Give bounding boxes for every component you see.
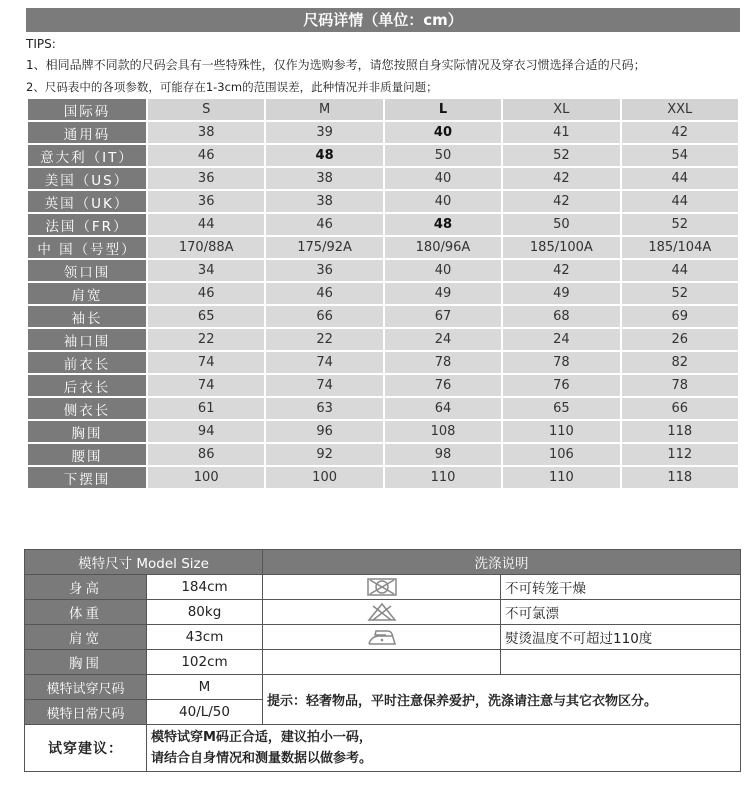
size-header-s: S: [147, 98, 265, 121]
size-cell: 46: [147, 144, 265, 167]
size-cell: 61: [147, 397, 265, 420]
row-label: 领口围: [27, 259, 147, 282]
size-row: [27, 466, 739, 489]
size-cell: 94: [147, 420, 265, 443]
size-row: [27, 374, 739, 397]
size-cell: 100: [147, 466, 265, 489]
size-header-l: L: [384, 98, 502, 121]
model-row: [25, 625, 741, 650]
advice-text: [147, 725, 741, 772]
size-cell: 82: [621, 351, 739, 374]
size-cell: 24: [384, 328, 502, 351]
chest-label: 胸围: [25, 650, 147, 675]
size-cell: 48: [384, 213, 502, 236]
size-row: [27, 236, 739, 259]
advice-label: 试穿建议：: [25, 725, 147, 772]
size-row: [27, 328, 739, 351]
row-label: 袖口围: [27, 328, 147, 351]
weight-value: 80kg: [147, 600, 263, 625]
row-label: 法国（FR）: [27, 213, 147, 236]
row-label: 英国（UK）: [27, 190, 147, 213]
tips-line-2: 2、尺码表中的各项参数，可能存在1-3cm的范围误差，此种情况并非质量问题；: [26, 80, 438, 94]
size-cell: 74: [147, 374, 265, 397]
size-cell: 106: [502, 443, 620, 466]
size-header-xxl: XXL: [621, 98, 739, 121]
size-cell: 110: [502, 420, 620, 443]
size-cell: 118: [621, 466, 739, 489]
model-header-row: [25, 550, 741, 575]
size-cell: 42: [502, 190, 620, 213]
model-row: [25, 650, 741, 675]
size-cell: 34: [147, 259, 265, 282]
size-cell: 175/92A: [265, 236, 383, 259]
size-header-row: [27, 98, 739, 121]
daily-size-value: 40/L/50: [147, 700, 263, 725]
size-cell: 42: [502, 259, 620, 282]
tips-label: TIPS:: [26, 37, 56, 51]
row-label: 肩宽: [27, 282, 147, 305]
size-cell: 40: [384, 259, 502, 282]
size-row: [27, 144, 739, 167]
size-row: [27, 282, 739, 305]
size-cell: 78: [502, 351, 620, 374]
size-cell: 22: [147, 328, 265, 351]
size-cell: 76: [384, 374, 502, 397]
wash-text-3: 熨烫温度不可超过110度: [501, 625, 741, 650]
size-cell: 38: [265, 190, 383, 213]
size-row: [27, 121, 739, 144]
size-cell: 74: [265, 374, 383, 397]
size-cell: 185/104A: [621, 236, 739, 259]
size-cell: 100: [265, 466, 383, 489]
row-label: 意大利（IT）: [27, 144, 147, 167]
size-cell: 78: [621, 374, 739, 397]
shoulder-value: 43cm: [147, 625, 263, 650]
size-cell: 36: [265, 259, 383, 282]
size-cell: 42: [502, 167, 620, 190]
chest-value: 102cm: [147, 650, 263, 675]
size-cell: 185/100A: [502, 236, 620, 259]
size-cell: 36: [147, 190, 265, 213]
size-cell: 65: [502, 397, 620, 420]
size-cell: 66: [621, 397, 739, 420]
size-cell: 170/88A: [147, 236, 265, 259]
height-value: 184cm: [147, 575, 263, 600]
size-cell: 44: [147, 213, 265, 236]
weight-label: 体重: [25, 600, 147, 625]
size-cell: 110: [384, 466, 502, 489]
iron-icon: [263, 625, 501, 650]
row-label: 美国（US）: [27, 167, 147, 190]
advice-row: [25, 725, 741, 772]
size-cell: 52: [502, 144, 620, 167]
row-label: 后衣长: [27, 374, 147, 397]
size-cell: 42: [621, 121, 739, 144]
size-cell: 44: [621, 259, 739, 282]
wash-text-2: 不可氯漂: [501, 600, 741, 625]
row-label: 侧衣长: [27, 397, 147, 420]
empty-cell: [501, 650, 741, 675]
size-row: [27, 213, 739, 236]
empty-cell: [263, 650, 501, 675]
row-label: 通用码: [27, 121, 147, 144]
row-label: 胸围: [27, 420, 147, 443]
size-header-xl: XL: [502, 98, 620, 121]
size-cell: 39: [265, 121, 383, 144]
size-cell: 108: [384, 420, 502, 443]
size-cell: 22: [265, 328, 383, 351]
size-cell: 40: [384, 121, 502, 144]
advice-line-2: 请结合自身情况和测量数据以做参考。: [151, 751, 373, 766]
size-cell: 46: [147, 282, 265, 305]
size-cell: 110: [502, 466, 620, 489]
size-cell: 76: [502, 374, 620, 397]
size-row: [27, 351, 739, 374]
height-label: 身高: [25, 575, 147, 600]
size-cell: 65: [147, 305, 265, 328]
size-cell: 74: [265, 351, 383, 374]
size-cell: 78: [384, 351, 502, 374]
size-cell: 46: [265, 213, 383, 236]
page-title: 尺码详情（单位：cm）: [26, 8, 740, 32]
size-cell: 54: [621, 144, 739, 167]
size-cell: 74: [147, 351, 265, 374]
size-row: [27, 420, 739, 443]
header-label: 国际码: [27, 98, 147, 121]
row-label: 前衣长: [27, 351, 147, 374]
size-cell: 69: [621, 305, 739, 328]
size-cell: 26: [621, 328, 739, 351]
size-cell: 112: [621, 443, 739, 466]
size-cell: 40: [384, 190, 502, 213]
size-cell: 180/96A: [384, 236, 502, 259]
size-cell: 49: [384, 282, 502, 305]
size-row: [27, 443, 739, 466]
size-cell: 38: [147, 121, 265, 144]
wash-header: 洗涤说明: [263, 550, 741, 575]
size-cell: 44: [621, 167, 739, 190]
advice-line-1: 模特试穿M码正合适，建议拍小一码，: [151, 730, 372, 745]
size-cell: 24: [502, 328, 620, 351]
row-label: 下摆围: [27, 466, 147, 489]
try-size-value: M: [147, 675, 263, 700]
no-tumble-dry-icon: [263, 575, 501, 600]
row-label: 腰围: [27, 443, 147, 466]
size-cell: 118: [621, 420, 739, 443]
care-notice: 提示：轻奢物品，平时注意保养爱护，洗涤请注意与其它衣物区分。: [263, 675, 741, 725]
model-row: [25, 675, 741, 700]
size-row: [27, 305, 739, 328]
size-row: [27, 397, 739, 420]
size-cell: 38: [265, 167, 383, 190]
size-cell: 50: [384, 144, 502, 167]
model-row: [25, 600, 741, 625]
size-cell: 96: [265, 420, 383, 443]
size-cell: 86: [147, 443, 265, 466]
size-cell: 52: [621, 213, 739, 236]
size-cell: 50: [502, 213, 620, 236]
size-cell: 92: [265, 443, 383, 466]
wash-text-1: 不可转笼干燥: [501, 575, 741, 600]
row-label: 袖长: [27, 305, 147, 328]
size-cell: 44: [621, 190, 739, 213]
size-row: [27, 190, 739, 213]
size-cell: 49: [502, 282, 620, 305]
size-header-m: M: [265, 98, 383, 121]
size-cell: 67: [384, 305, 502, 328]
model-row: [25, 575, 741, 600]
model-info-table: [24, 549, 741, 772]
size-cell: 63: [265, 397, 383, 420]
size-cell: 41: [502, 121, 620, 144]
size-cell: 40: [384, 167, 502, 190]
size-row: [27, 167, 739, 190]
size-cell: 52: [621, 282, 739, 305]
size-cell: 66: [265, 305, 383, 328]
model-size-header: 模特尺寸 Model Size: [25, 550, 263, 575]
size-cell: 64: [384, 397, 502, 420]
size-cell: 46: [265, 282, 383, 305]
size-chart-table: [26, 97, 740, 490]
shoulder-label: 肩宽: [25, 625, 147, 650]
try-size-label: 模特试穿尺码: [25, 675, 147, 700]
row-label: 中 国（号型）: [27, 236, 147, 259]
size-cell: 48: [265, 144, 383, 167]
no-bleach-icon: [263, 600, 501, 625]
size-cell: 68: [502, 305, 620, 328]
size-row: [27, 259, 739, 282]
size-cell: 36: [147, 167, 265, 190]
daily-size-label: 模特日常尺码: [25, 700, 147, 725]
tips-line-1: 1、相同品牌不同款的尺码会具有一些特殊性，仅作为选购参考，请您按照自身实际情况及穿衣习惯选择合适的尺码；: [26, 58, 646, 72]
size-cell: 98: [384, 443, 502, 466]
